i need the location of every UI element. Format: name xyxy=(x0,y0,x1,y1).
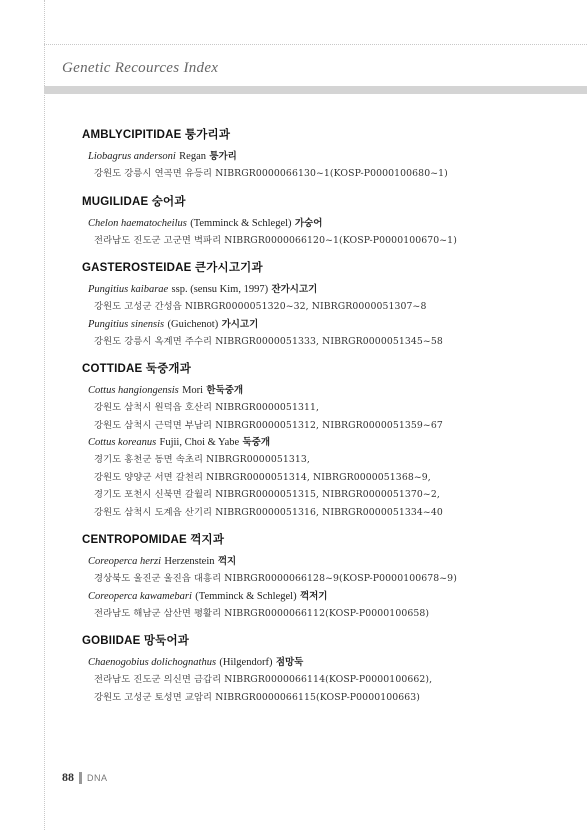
family-section xyxy=(82,632,562,706)
korean-name: 퉁가리 xyxy=(209,151,237,162)
page-number: 88 xyxy=(62,770,74,784)
family-heading: GOBIIDAE 망둑어과 xyxy=(82,635,190,647)
family-heading: MUGILIDAE 숭어과 xyxy=(82,195,186,208)
species-author: Herzenstein xyxy=(164,556,215,567)
collection-record: 전라남도 진도군 고군면 벽파리 NIBRGR0000066120~1(KOSP-P0000100670~1) xyxy=(94,234,457,246)
collection-record: 경상북도 울진군 울진읍 대흥리 NIBRGR0000066128~9(KOSP-P0000100678~9) xyxy=(94,573,457,584)
collection-record: 전라남도 진도군 의신면 금갑리 NIBRGR0000066114(KOSP-P0000100662), xyxy=(94,674,433,685)
scientific-name: Liobagrus andersoni xyxy=(88,151,176,162)
korean-name: 가숭어 xyxy=(294,217,323,229)
species-entry xyxy=(88,215,562,232)
family-heading: AMBLYCIPITIDAE 퉁가리과 xyxy=(82,129,231,141)
korean-name: 가시고기 xyxy=(221,318,259,330)
family-heading: GASTEROSTEIDAE 큰가시고기과 xyxy=(82,262,263,274)
footer-label: DNA xyxy=(87,772,108,783)
korean-name: 잔가시고기 xyxy=(271,284,318,295)
scientific-name: Coreoperca kawamebari xyxy=(88,590,192,602)
species-author: Fujii, Choi & Yabe xyxy=(159,437,240,448)
scientific-name: Cottus koreanus xyxy=(88,437,157,448)
scientific-name: Coreoperca herzi xyxy=(88,556,162,567)
collection-record: 전라남도 해남군 삼산면 평활리 NIBRGR0000066112(KOSP-P0000100658) xyxy=(94,607,430,619)
species-entry xyxy=(88,316,562,333)
footer-divider xyxy=(79,772,82,784)
family-section xyxy=(82,259,562,350)
collection-record: 강원도 삼척시 원덕읍 호산리 NIBRGR0000051311, xyxy=(94,402,320,413)
species-author: Mori xyxy=(182,385,204,396)
scientific-name: Cottus hangiongensis xyxy=(88,385,179,396)
family-section xyxy=(82,531,562,622)
collection-record: 강원도 삼척시 도계읍 산기리 NIBRGR0000051316, NIBRGR0000051334~40 xyxy=(94,506,443,518)
family-heading: CENTROPOMIDAE 꺽지과 xyxy=(82,534,225,546)
running-header-title: Genetic Recources Index xyxy=(62,60,219,76)
collection-record: 경기도 포천시 신북면 갈월리 NIBRGR0000051315, NIBRGR0000051370~2, xyxy=(94,489,440,500)
index-content xyxy=(82,126,562,716)
scientific-name: Pungitius kaibarae xyxy=(88,284,169,295)
species-author: ssp. (sensu Kim, 1997) xyxy=(171,284,269,295)
family-heading: COTTIDAE 둑중개과 xyxy=(82,363,192,375)
collection-record: 경기도 홍천군 동면 속초리 NIBRGR0000051313, xyxy=(94,454,310,465)
collection-record: 강원도 삼척시 근덕면 부남리 NIBRGR0000051312, NIBRGR0000051359~67 xyxy=(94,419,443,431)
species-entry xyxy=(88,382,562,399)
species-author: (Temminck & Schlegel) xyxy=(190,217,292,229)
family-section xyxy=(82,126,562,183)
header-bar xyxy=(44,86,587,94)
korean-name: 꺽저기 xyxy=(299,590,328,602)
species-author: (Guichenot) xyxy=(167,318,219,330)
species-entry xyxy=(88,434,562,451)
collection-record: 강원도 고성군 토성면 교암리 NIBRGR0000066115(KOSP-P0000100663) xyxy=(94,691,421,703)
species-author: (Hilgendorf) xyxy=(219,657,273,668)
scientific-name: Chelon haematocheilus xyxy=(88,217,187,229)
page-footer xyxy=(62,770,108,785)
korean-name: 점망둑 xyxy=(275,657,304,668)
species-entry xyxy=(88,553,562,570)
left-margin-rule xyxy=(44,0,45,830)
species-author: (Temminck & Schlegel) xyxy=(195,590,297,602)
collection-record: 강원도 강릉시 연곡면 유등리 NIBRGR0000066130~1(KOSP-P0000100680~1) xyxy=(94,168,448,179)
collection-record: 강원도 강릉시 옥계면 주수리 NIBRGR0000051333, NIBRGR0000051345~58 xyxy=(94,335,443,347)
species-entry xyxy=(88,148,562,165)
top-dotted-rule xyxy=(44,44,587,45)
scientific-name: Chaenogobius dolichognathus xyxy=(88,657,217,668)
collection-record: 강원도 양양군 서면 갈천리 NIBRGR0000051314, NIBRGR0000051368~9, xyxy=(94,471,431,483)
scientific-name: Pungitius sinensis xyxy=(88,318,165,330)
family-section xyxy=(82,360,562,521)
korean-name: 꺽지 xyxy=(217,556,237,567)
species-entry xyxy=(88,281,562,298)
species-author: Regan xyxy=(179,151,206,162)
collection-record: 강원도 고성군 간성읍 NIBRGR0000051320~32, NIBRGR0000051307~8 xyxy=(94,301,427,312)
species-entry xyxy=(88,588,562,605)
korean-name: 둑중개 xyxy=(242,437,271,448)
family-section xyxy=(82,193,562,250)
species-entry xyxy=(88,654,562,671)
korean-name: 한둑중개 xyxy=(206,385,244,396)
